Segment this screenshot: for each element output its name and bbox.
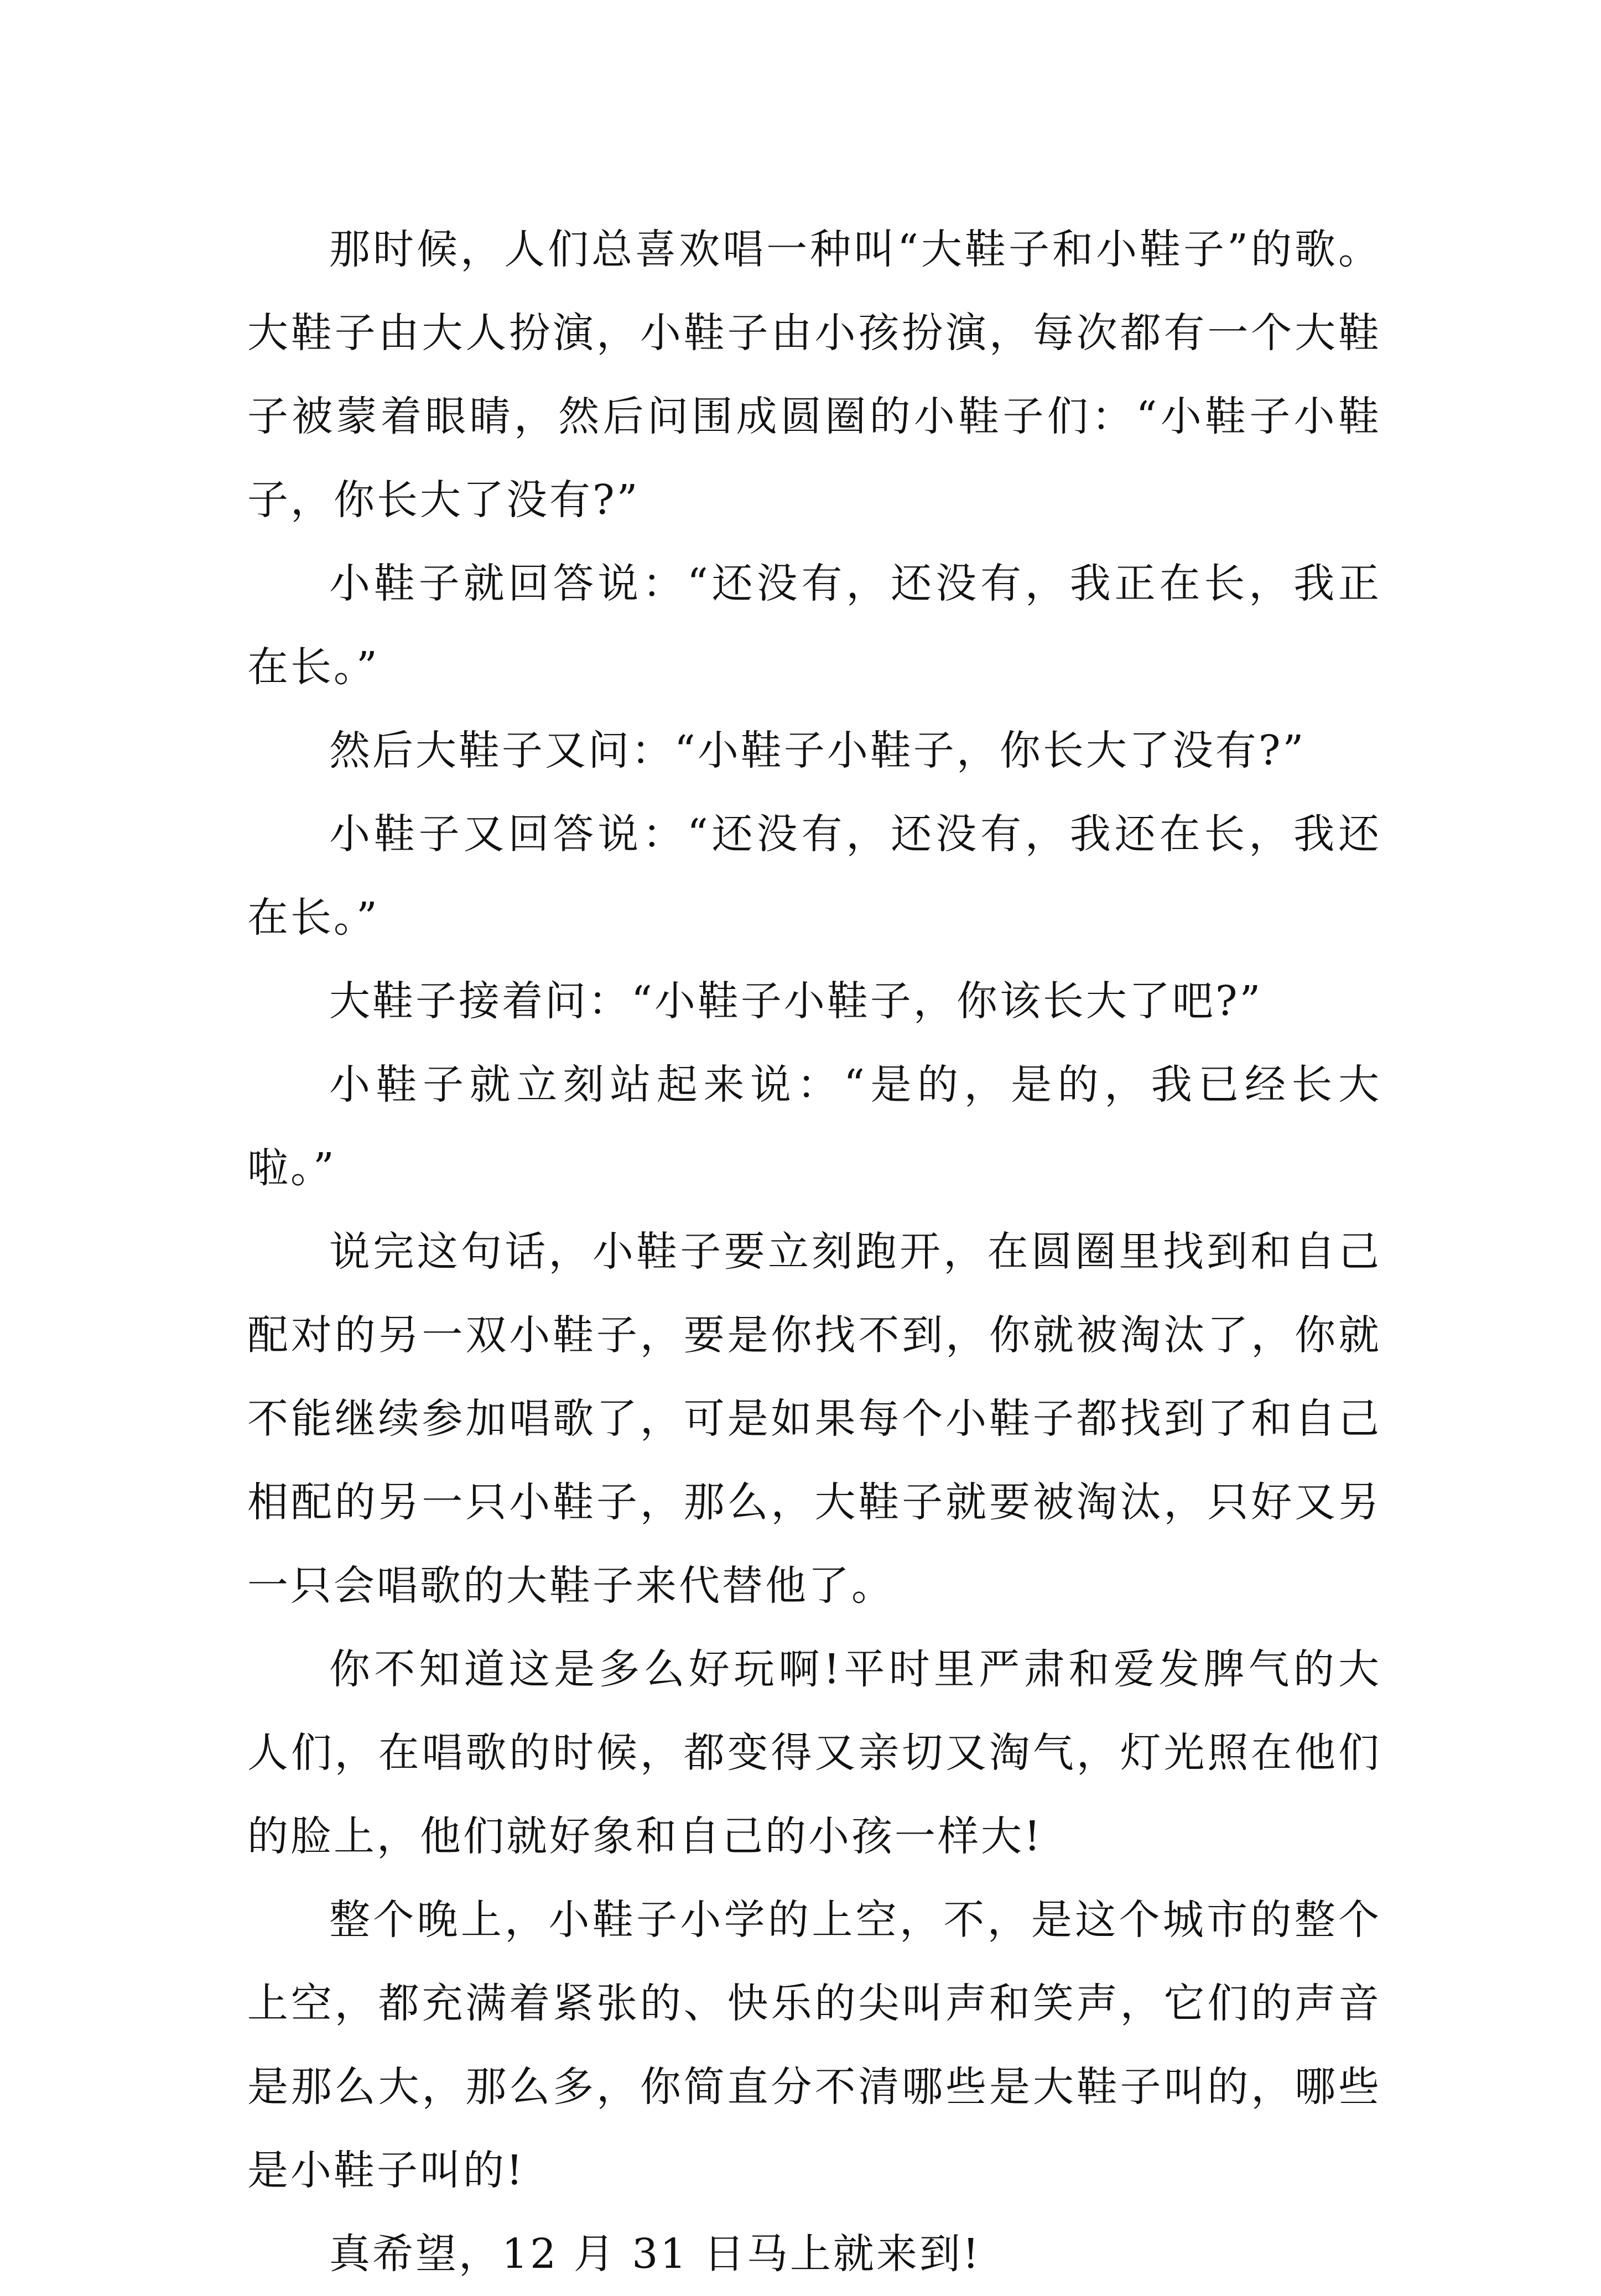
paragraph: 说完这句话，小鞋子要立刻跑开，在圆圈里找到和自己配对的另一双小鞋子，要是你找不到，你就被淘汰了，你就不能继续参加唱歌了，可是如果每个小鞋子都找到了和自己相配的另一只小鞋子，那么，大鞋子就要被淘汰，只好又另一只会唱歌的大鞋子来代替他了。 [247,1228,1381,1610]
paragraph: 整个晚上，小鞋子小学的上空，不，是这个城市的整个上空，都充满着紧张的、快乐的尖叫声和笑声，它们的声音是那么大，那么多，你简直分不清哪些是大鞋子叫的，哪些是小鞋子叫的! [247,1896,1381,2194]
paragraph: 你不知道这是多么好玩啊!平时里严肃和爱发脾气的大人们，在唱歌的时候，都变得又亲切又淘气，灯光照在他们的脸上，他们就好象和自己的小孩一样大! [247,1646,1381,1860]
paragraph: 大鞋子接着问：“小鞋子小鞋子，你该长大了吧?” [329,977,1263,1025]
paragraph: 那时候，人们总喜欢唱一种叫“大鞋子和小鞋子”的歌。大鞋子由大人扮演，小鞋子由小孩扮演，每次都有一个大鞋子被蒙着眼睛，然后问围成圆圈的小鞋子们：“小鞋子小鞋子，你长大了没有?” [247,226,1381,524]
paragraph: 小鞋子又回答说：“还没有，还没有，我还在长，我还在长。” [247,810,1381,941]
paragraph: 然后大鞋子又问：“小鞋子小鞋子，你长大了没有?” [329,727,1306,774]
paragraph: 小鞋子就立刻站起来说：“是的，是的，我已经长大啦。” [247,1061,1381,1192]
story-text [247,208,1381,2296]
paragraph: 小鞋子就回答说：“还没有，还没有，我正在长，我正在长。” [247,560,1381,691]
paragraph: 真希望，12 月 31 日马上就来到! [329,2230,981,2278]
